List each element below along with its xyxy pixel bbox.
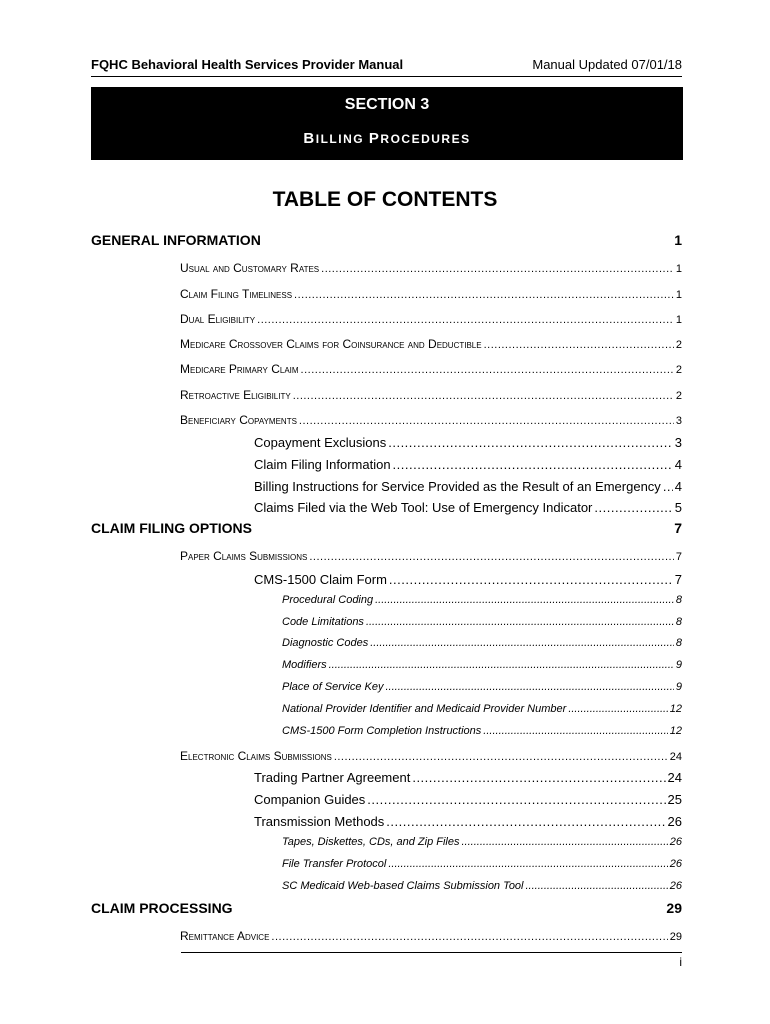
section-title-initial-p: P — [368, 130, 381, 147]
toc-entry-claim-processing[interactable] — [91, 900, 682, 916]
toc-entry-page: 24 — [669, 751, 682, 763]
toc-entry-text: File Transfer Protocol — [282, 858, 387, 870]
section-title — [91, 130, 683, 147]
toc-entry-text: Modifiers — [282, 659, 327, 671]
toc-entry-usual-customary-rates[interactable] — [180, 261, 682, 275]
toc-entry-page: 3 — [674, 435, 682, 450]
toc-entry-web-submission-tool[interactable] — [282, 880, 682, 892]
toc-entry-page: 8 — [675, 616, 682, 628]
toc-entry-remittance-advice[interactable] — [180, 929, 682, 943]
toc-entry-code-limitations[interactable] — [282, 616, 682, 628]
toc-entry-dual-eligibility[interactable] — [180, 312, 682, 326]
toc-entry-page: 2 — [675, 339, 682, 351]
toc-entry-trading-partner-agreement[interactable] — [254, 770, 682, 785]
toc-entry-text: Diagnostic Codes — [282, 637, 369, 649]
toc-entry-place-of-service-key[interactable] — [282, 681, 682, 693]
toc-entry-page: 7 — [675, 551, 682, 563]
toc-entry-copayment-exclusions[interactable] — [254, 435, 682, 450]
toc-entry-text: Claims Filed via the Web Tool: Use of Emergency Indicator — [254, 500, 593, 515]
toc-entry-page: 1 — [675, 289, 682, 301]
toc-entry-page: 26 — [669, 836, 682, 848]
toc-entry-tapes-diskettes[interactable] — [282, 836, 682, 848]
toc-entry-retroactive-eligibility[interactable] — [180, 388, 682, 402]
toc-entry-medicare-primary-claim[interactable] — [180, 362, 682, 376]
toc-entry-page: 25 — [667, 792, 682, 807]
toc-entry-text: Dual Eligibility — [180, 312, 256, 326]
toc-entry-text: Code Limitations — [282, 616, 364, 628]
toc-entry-page: 2 — [675, 390, 682, 402]
toc-entry-page: 7 — [674, 520, 682, 536]
toc-entry-text: Claim Filing Information — [254, 457, 391, 472]
toc-entry-page: 2 — [675, 364, 682, 376]
toc-entry-page: 26 — [667, 814, 682, 829]
toc-entry-text: Medicare Crossover Claims for Coinsurance and Deductible — [180, 337, 482, 351]
toc-entry-page: 26 — [669, 858, 682, 870]
toc-entry-file-transfer-protocol[interactable] — [282, 858, 682, 870]
toc-entry-text: Claim Filing Timeliness — [180, 287, 293, 301]
toc-entry-page: 12 — [669, 703, 682, 715]
toc-entry-companion-guides[interactable] — [254, 792, 682, 807]
toc-entry-transmission-methods[interactable] — [254, 814, 682, 829]
toc-entry-text: Procedural Coding — [282, 594, 374, 606]
toc-entry-general-information[interactable] — [91, 232, 682, 248]
toc-entry-page: 1 — [675, 314, 682, 326]
toc-entry-diagnostic-codes[interactable] — [282, 637, 682, 649]
toc-entry-text: Place of Service Key — [282, 681, 384, 693]
toc-entry-text: Usual and Customary Rates — [180, 261, 320, 275]
toc-entry-text: Electronic Claims Submissions — [180, 749, 332, 763]
toc-entry-text: Beneficiary Copayments — [180, 413, 297, 427]
toc-entry-text: Medicare Primary Claim — [180, 362, 299, 376]
toc-entry-page: 8 — [675, 594, 682, 606]
toc-entry-npi-medicaid-number[interactable] — [282, 703, 682, 715]
toc-entry-page: 4 — [674, 457, 682, 472]
toc-entry-text: Retroactive Eligibility — [180, 388, 291, 402]
toc-entry-claim-filing-information[interactable] — [254, 457, 682, 472]
toc-entry-text: CLAIM FILING OPTIONS — [91, 520, 252, 536]
toc-entry-text: SC Medicaid Web-based Claims Submission Tool — [282, 880, 524, 892]
toc-entry-page: 29 — [666, 900, 682, 916]
toc-entry-page: 9 — [675, 681, 682, 693]
toc-entry-beneficiary-copayments[interactable] — [180, 413, 682, 427]
toc-entry-text: Remittance Advice — [180, 929, 270, 943]
toc-entry-page: 8 — [675, 637, 682, 649]
footer-divider — [181, 952, 682, 953]
toc-entry-modifiers[interactable] — [282, 659, 682, 671]
toc-entry-cms1500-completion-instructions[interactable] — [282, 725, 682, 737]
toc-entry-text: CMS-1500 Form Completion Instructions — [282, 725, 482, 737]
toc-entry-paper-claims-submissions[interactable] — [180, 549, 682, 563]
toc-entry-procedural-coding[interactable] — [282, 594, 682, 606]
toc-entry-page: 1 — [674, 232, 682, 248]
section-title-part2: ROCEDURES — [380, 132, 471, 146]
toc-entry-text: Paper Claims Submissions — [180, 549, 308, 563]
header-updated-date: Manual Updated 07/01/18 — [532, 57, 682, 72]
page-number: i — [679, 955, 682, 969]
section-banner — [91, 87, 683, 160]
toc-entry-page: 12 — [669, 725, 682, 737]
toc-entry-text: National Provider Identifier and Medicaid Provider Number — [282, 703, 567, 715]
toc-entry-electronic-claims-submissions[interactable] — [180, 749, 682, 763]
toc-entry-claim-filing-timeliness[interactable] — [180, 287, 682, 301]
header-divider — [91, 76, 682, 77]
toc-entry-text: Billing Instructions for Service Provided as the Result of an Emergency — [254, 479, 661, 494]
toc-entry-cms1500-claim-form[interactable] — [254, 572, 682, 587]
toc-entry-billing-instructions-emergency[interactable] — [254, 479, 682, 494]
section-title-part1: ILLING — [315, 132, 369, 146]
toc-entry-page: 29 — [669, 931, 682, 943]
toc-entry-page: 1 — [675, 263, 682, 275]
toc-entry-page: 24 — [667, 770, 682, 785]
toc-entry-page: 9 — [675, 659, 682, 671]
toc-entry-page: 26 — [669, 880, 682, 892]
section-number: SECTION 3 — [344, 96, 430, 113]
toc-entry-text: GENERAL INFORMATION — [91, 232, 261, 248]
toc-entry-text: Transmission Methods — [254, 814, 385, 829]
toc-entry-claims-filed-web-tool[interactable] — [254, 500, 682, 515]
toc-entry-page: 7 — [674, 572, 682, 587]
toc-entry-medicare-crossover[interactable] — [180, 337, 682, 351]
toc-entry-text: Trading Partner Agreement — [254, 770, 411, 785]
header-manual-title: FQHC Behavioral Health Services Provider Manual — [91, 57, 404, 72]
section-title-initial-b: B — [303, 130, 316, 147]
toc-entry-text: Tapes, Diskettes, CDs, and Zip Files — [282, 836, 460, 848]
toc-entry-text: CLAIM PROCESSING — [91, 900, 233, 916]
toc-entry-claim-filing-options[interactable] — [91, 520, 682, 536]
toc-entry-text: Copayment Exclusions — [254, 435, 387, 450]
toc-entry-page: 5 — [674, 500, 682, 515]
toc-entry-text: CMS-1500 Claim Form — [254, 572, 387, 587]
toc-heading: TABLE OF CONTENTS — [272, 188, 498, 211]
toc-entry-page: 4 — [674, 479, 682, 494]
toc-entry-text: Companion Guides — [254, 792, 366, 807]
toc-entry-page: 3 — [675, 415, 682, 427]
